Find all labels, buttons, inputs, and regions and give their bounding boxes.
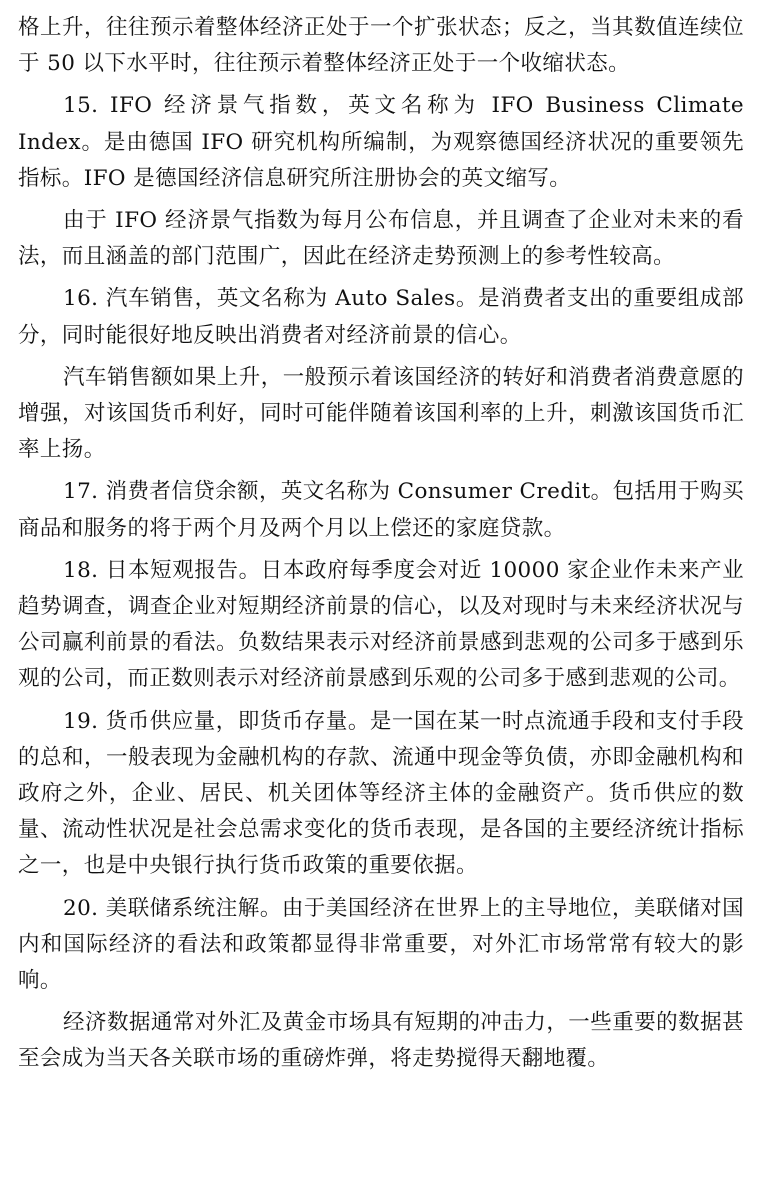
- paragraph-auto-sales-note: 汽车销售额如果上升，一般预示着该国经济的转好和消费者消费意愿的增强，对该国货币利好，同时可能伴随着该国利率的上升，刺激该国货币汇率上扬。: [18, 364, 744, 463]
- paragraph-item-15: 15. IFO 经济景气指数，英文名称为 IFO Business Climate Index。是由德国 IFO 研究机构所编制，为观察德国经济状况的重要领先指标。IFO 是德国经济信息研究所注册协会的英文缩写。: [18, 93, 744, 191]
- paragraph-closing: 经济数据通常对外汇及黄金市场具有短期的冲击力，一些重要的数据甚至会成为当天各关联市场的重磅炸弹，将走势搅得天翻地覆。: [18, 1010, 744, 1072]
- paragraph-ifo-note: 由于 IFO 经济景气指数为每月公布信息，并且调查了企业对未来的看法，而且涵盖的部门范围广，因此在经济走势预测上的参考性较高。: [18, 208, 744, 270]
- paragraph-item-16: 16. 汽车销售，英文名称为 Auto Sales。是消费者支出的重要组成部分，同时能很好地反映出消费者对经济前景的信心。: [18, 286, 744, 348]
- paragraph-item-20: 20. 美联储系统注解。由于美国经济在世界上的主导地位，美联储对国内和国际经济的看法和政策都显得非常重要，对外汇市场常常有较大的影响。: [18, 895, 744, 994]
- paragraph-item-17: 17. 消费者信贷余额，英文名称为 Consumer Credit。包括用于购买商品和服务的将于两个月及两个月以上偿还的家庭贷款。: [18, 479, 744, 541]
- paragraph-item-18: 18. 日本短观报告。日本政府每季度会对近 10000 家企业作未来产业趋势调查，调查企业对短期经济前景的信心，以及对现时与未来经济状况与公司赢利前景的看法。负数结果表示对经济前景感到悲观的公司多于感到乐观的公司，而正数则表示对经济前景感到乐观的公司多于感到悲观的公司。: [18, 557, 744, 692]
- paragraph-continuation: 格上升，往往预示着整体经济正处于一个扩张状态；反之，当其数值连续位于 50 以下水平时，往往预示着整体经济正处于一个收缩状态。: [18, 15, 744, 77]
- paragraph-item-19: 19. 货币供应量，即货币存量。是一国在某一时点流通手段和支付手段的总和，一般表现为金融机构的存款、流通中现金等负债，亦即金融机构和政府之外，企业、居民、机关团体等经济主体的金融资产。货币供应的数量、流动性状况是社会总需求变化的货币表现，是各国的主要经济统计指标之一，也是中央银行执行货币政策的重要依据。: [18, 708, 744, 879]
